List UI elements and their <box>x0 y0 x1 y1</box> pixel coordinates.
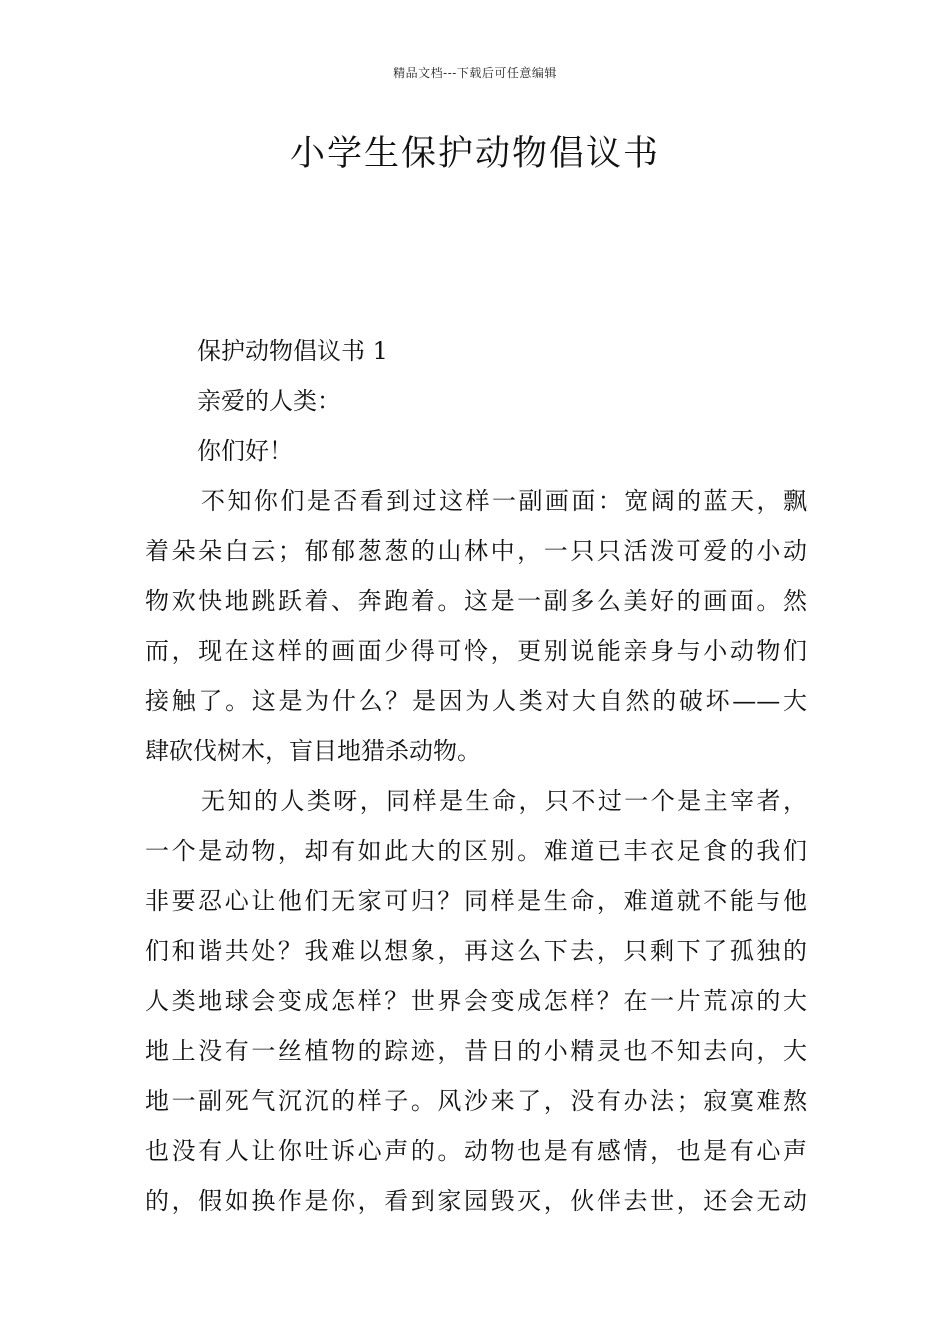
paragraph-line: 地一副死气沉沉的样子。风沙来了，没有办法；寂寞难熬 <box>145 1087 807 1115</box>
paragraph-line: 非要忍心让他们无家可归？同样是生命，难道就不能与他 <box>145 887 807 915</box>
paragraph-line: 一个是动物，却有如此大的区别。难道已丰衣足食的我们 <box>145 837 807 865</box>
paragraph-line: 着朵朵白云；郁郁葱葱的山林中，一只只活泼可爱的小动 <box>145 537 807 565</box>
paragraph-line: 也没有人让你吐诉心声的。动物也是有感情，也是有心声 <box>145 1137 807 1165</box>
document-title: 小学生保护动物倡议书 <box>289 134 660 174</box>
paragraph-line: 地上没有一丝植物的踪迹，昔日的小精灵也不知去向，大 <box>145 1037 807 1065</box>
greeting: 亲爱的人类： <box>197 387 341 415</box>
header-note: 精品文档---下载后可任意编辑 <box>393 66 557 80</box>
paragraph-line: 们和谐共处？我难以想象，再这么下去，只剩下了孤独的 <box>145 937 807 965</box>
paragraph-line: 人类地球会变成怎样？世界会变成怎样？在一片荒凉的大 <box>145 987 807 1015</box>
paragraph-2 <box>145 776 807 1226</box>
paragraph-line: 不知你们是否看到过这样一副画面：宽阔的蓝天，飘 <box>201 487 807 515</box>
paragraph-line: 而，现在这样的画面少得可怜，更别说能亲身与小动物们 <box>145 637 807 665</box>
hello-line: 你们好！ <box>197 437 293 465</box>
paragraph-line: 物欢快地跳跃着、奔跑着。这是一副多么美好的画面。然 <box>145 587 807 615</box>
paragraph-line: 的，假如换作是你，看到家园毁灭，伙伴去世，还会无动 <box>145 1187 807 1215</box>
paragraph-1 <box>145 476 807 776</box>
paragraph-line: 接触了。这是为什么？是因为人类对大自然的破坏——大 <box>145 687 807 715</box>
section-heading: 保护动物倡议书 1 <box>197 337 388 365</box>
paragraph-line: 肆砍伐树木，盲目地猎杀动物。 <box>145 737 481 765</box>
paragraph-line: 无知的人类呀，同样是生命，只不过一个是主宰者， <box>201 787 807 815</box>
document-body <box>145 326 807 1226</box>
